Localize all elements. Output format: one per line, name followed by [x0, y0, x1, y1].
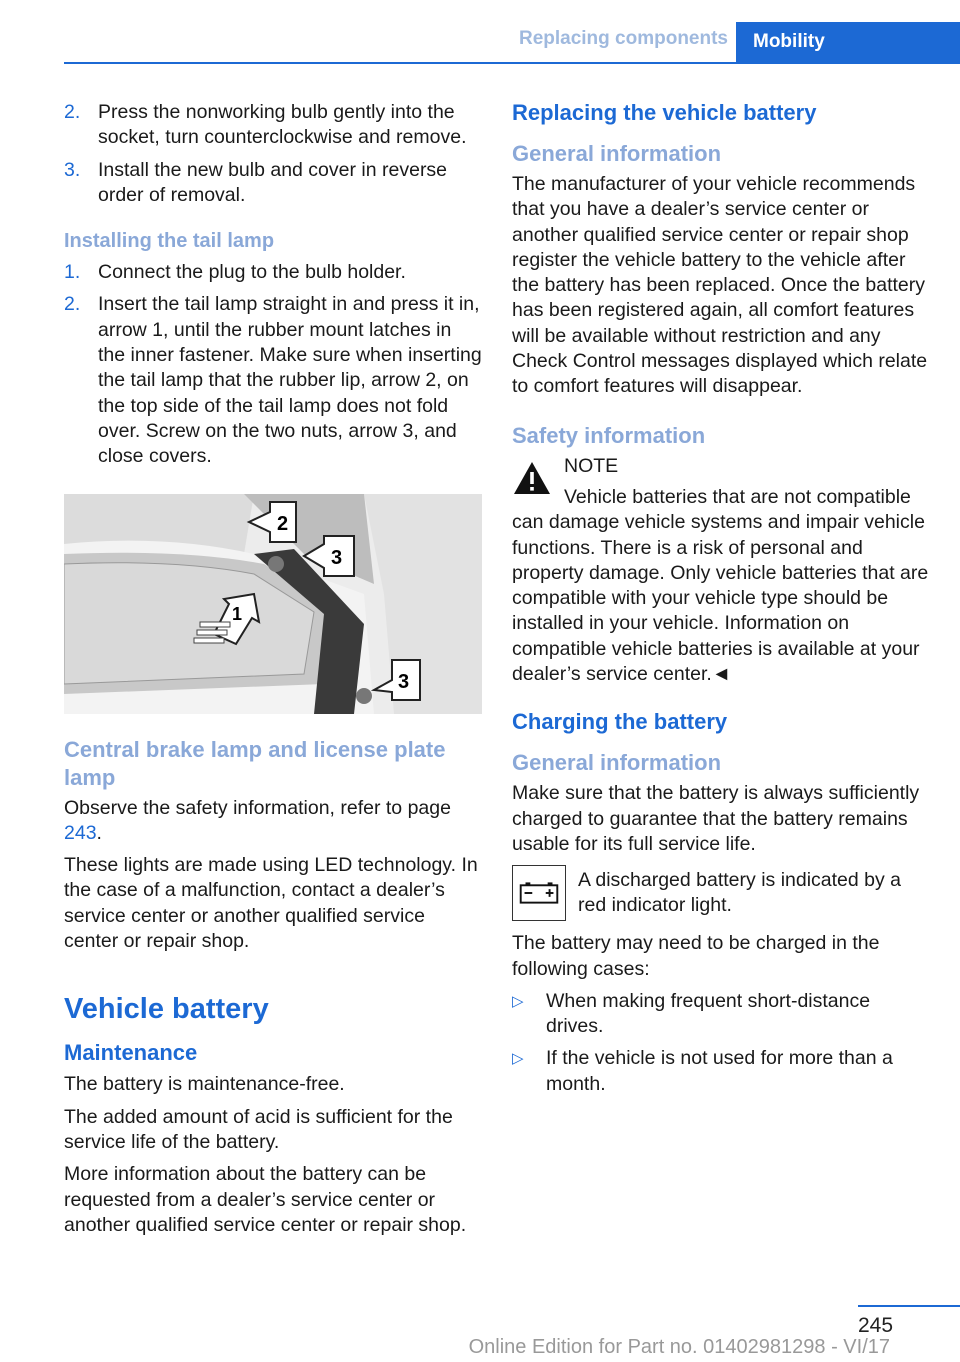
general-information-heading: General information	[512, 141, 722, 166]
callout-label-3b: 3	[398, 670, 410, 693]
safety-information-heading: Safety information	[512, 422, 706, 448]
tail-lamp-illustration	[64, 494, 482, 714]
general-information-heading-2: General information	[512, 750, 722, 776]
maintenance-heading: Maintenance	[64, 1040, 198, 1066]
replacing-battery-heading: Replacing the vehicle battery	[512, 100, 817, 125]
note-label: NOTE	[564, 454, 619, 477]
callout-label-1: 1	[232, 603, 243, 624]
reference-text-end: .	[96, 821, 102, 844]
header-tab-mobility: Mobility	[736, 22, 960, 62]
installing-tail-lamp-heading: Installing the tail lamp	[64, 230, 275, 253]
vehicle-battery-heading: Vehicle battery	[64, 993, 269, 1026]
step-text: Insert the tail lamp straight in and press it in, arrow 1, until the rubber mount latches in the inner fastener. Make sure when inserting the tail lamp that the rubber lip, arrow 2, on the top side of the tail lamp does not fold over. Screw on the two nuts, arrow 3, and close covers.	[98, 293, 482, 468]
safety-reference-paragraph	[64, 796, 482, 847]
step-number: 3.	[64, 158, 81, 181]
general-information-paragraph: The manufacturer of your vehicle recommends that you have a dealer’s service center or another qualified service center or repair shop register the vehicle battery to the vehicle after the battery has been replaced. Once the battery has been registered again, all comfort features will be available without restriction and any Check Control messages displayed which relate to comfort features will disappear.	[512, 173, 928, 398]
bullet-text: When making frequent short-distance drives.	[546, 989, 871, 1038]
maintenance-paragraph-2: The added amount of acid is sufficient for the service life of the battery.	[64, 1105, 453, 1153]
bullet-triangle-icon: ▷	[512, 992, 524, 1010]
step-text: Connect the plug to the bulb holder.	[98, 261, 406, 284]
right-column	[512, 100, 932, 1104]
page-number: 245	[858, 1314, 894, 1337]
battery-indicator-row	[512, 865, 932, 921]
warning-note	[512, 454, 932, 688]
reference-text: Observe the safety information, refer to page	[64, 796, 451, 819]
step-number: 2.	[64, 101, 81, 123]
maintenance-paragraph-3: More information about the battery can be requested from a dealer’s service center or another qualified service center or repair shop.	[64, 1163, 467, 1236]
warning-triangle-icon	[512, 460, 552, 496]
bullet-triangle-icon: ▷	[512, 1050, 524, 1068]
step-item	[64, 100, 482, 151]
step-text: Install the new bulb and cover in reverse order of removal.	[98, 158, 448, 206]
central-brake-lamp-heading: Central brake lamp and license plate lamp	[64, 736, 446, 790]
bullet-text: If the vehicle is not used for more than a month.	[546, 1047, 893, 1095]
callout-label-3: 3	[331, 546, 343, 569]
step-number: 2.	[64, 293, 81, 316]
header-rule	[64, 62, 960, 64]
bullet-item	[512, 1046, 932, 1097]
footer-rule	[858, 1305, 960, 1307]
battery-indicator-icon	[512, 865, 566, 921]
note-text: Vehicle batteries that are not compatible can damage vehicle systems and impair vehicle functions. There is a risk of personal and property damage. Only vehicle batteries that are compatible with your vehicle type should be installed in your vehicle. Information on compatible vehicle batteries is available at your dealer’s service center.◄	[512, 485, 929, 686]
edition-note: Online Edition for Part no. 01402981298 - VI/17	[468, 1336, 890, 1358]
step-number: 1.	[64, 261, 81, 284]
cases-intro: The battery may need to be charged in the following cases:	[512, 932, 880, 980]
step-item	[64, 292, 482, 469]
indicator-text: A discharged battery is indicated by a red indicator light.	[578, 868, 902, 917]
step-item	[64, 260, 482, 285]
left-column	[64, 100, 482, 1245]
charging-battery-heading: Charging the battery	[512, 709, 728, 735]
step-text: Press the nonworking bulb gently into the socket, turn counterclockwise and remove.	[98, 101, 467, 149]
step-item	[64, 158, 482, 209]
charging-paragraph: Make sure that the battery is always sufficiently charged to guarantee that the battery remains usable for its full service life.	[512, 782, 920, 855]
bullet-item	[512, 989, 932, 1040]
led-paragraph: These lights are made using LED technology. In the case of a malfunction, contact a dealer’s service center or another qualified service center or repair shop.	[64, 854, 478, 953]
tail-lamp-figure	[64, 494, 482, 714]
callout-label-2: 2	[277, 512, 289, 535]
page-link-243[interactable]: 243	[64, 821, 97, 844]
header-section-title: Replacing components	[518, 28, 728, 49]
maintenance-paragraph-1: The battery is maintenance-free.	[64, 1073, 345, 1096]
